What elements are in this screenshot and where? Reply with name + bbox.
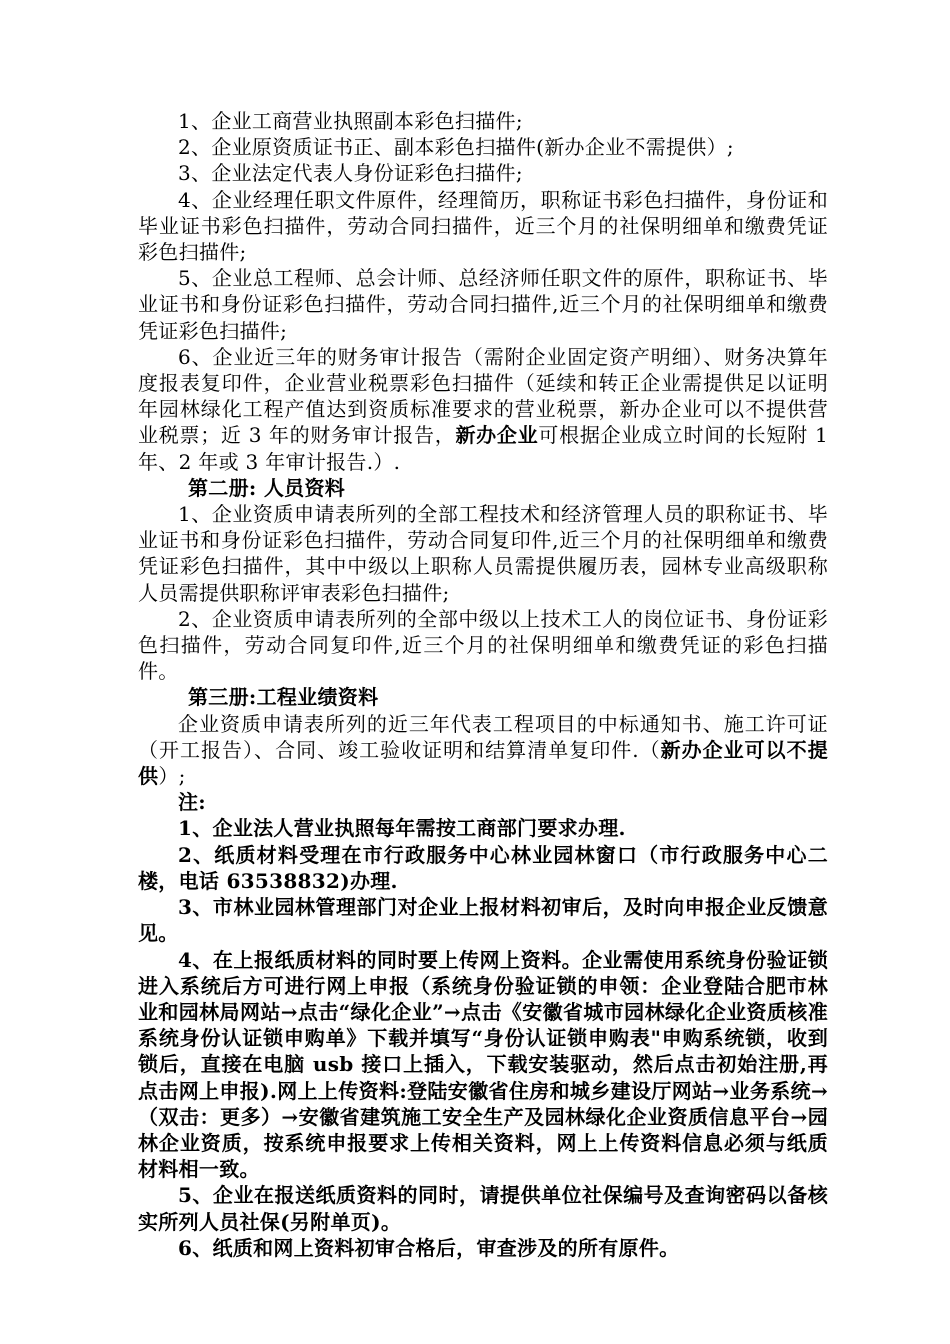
note-item: 6、纸质和网上资料初审合格后，审查涉及的所有原件。 [178, 1235, 680, 1260]
volume3-paragraph [138, 711, 828, 790]
list-item: 2、企业原资质证书正、副本彩色扫描件(新办企业不需提供）; [178, 135, 734, 160]
volume3-heading: 第三册:工程业绩资料 [188, 685, 379, 710]
volume3-text-bold: 新办企业可以不提供 [138, 737, 828, 789]
note-item: 5、企业在报送纸质资料的同时，请提供单位社保编号及查询密码以备核实所列人员社保(另附单页)。 [138, 1183, 828, 1234]
item6-text-bold: 新办企业 [455, 423, 539, 448]
note-item: 1、企业法人营业执照每年需按工商部门要求办理. [178, 816, 626, 841]
notes-section [138, 789, 828, 1261]
note-item: 2、纸质材料受理在市行政服务中心林业园林窗口（市行政服务中心二楼，电话 63538832)办理. [138, 842, 828, 893]
list-item: 1、企业工商营业执照副本彩色扫描件; [178, 109, 523, 133]
list-item: 2、企业资质申请表所列的全部中级以上技术工人的岗位证书、身份证彩色扫描件，劳动合同复印件,近三个月的社保明细单和缴费凭证的彩色扫描件。 [138, 606, 828, 684]
item6-text-b: 可根据企业成立时间的长短附 1 年、2 年或 3 年审计报告.）. [138, 423, 828, 474]
list-item: 4、企业经理任职文件原件，经理简历，职称证书彩色扫描件，身份证和毕业证书彩色扫描件，劳动合同扫描件，近三个月的社保明细单和缴费凭证彩色扫描件; [138, 187, 828, 265]
note-item: 4、在上报纸质材料的同时要上传网上资料。企业需使用系统身份验证锁进入系统后方可进行网上申报（系统身份验证锁的申领：企业登陆合肥市林业和园林局网站→点击“绿化企业”→点击《安徽省城市园林绿化企业资质核准系统身份认证锁申购单》下载并填写“身份认证锁申购表"申购系统锁，收到锁后，直接在电脑 usb 接口上插入，下载安装驱动，然后点击初始注册,再点击网上申报).网上上传资料:登陆安徽省住房和城乡建设厅网站→业务系统→（双击：更多）→安徽省建筑施工安全生产及园林绿化企业资质信息平台→园林企业资质，按系统申报要求上传相关资料，网上上传资料信息必须与纸质材料相一致。 [138, 947, 828, 1182]
list-item: 5、企业总工程师、总会计师、总经济师任职文件的原件，职称证书、毕业证书和身份证彩色扫描件，劳动合同扫描件,近三个月的社保明细单和缴费凭证彩色扫描件; [138, 266, 828, 343]
volume2-heading: 第二册: 人员资料 [188, 475, 346, 500]
item6-text-a: 6、企业近三年的财务审计报告（需附企业固定资产明细）、财务决算年度报表复印件，企业营业税票彩色扫描件（延续和转正企业需提供足以证明年园林绿化工程产值达到资质标准要求的营业税票，新办企业可以不提供营业税票；近 3 年的财务审计报告， [138, 344, 828, 448]
document-page [138, 108, 828, 1261]
list-item: 1、企业资质申请表所列的全部工程技术和经济管理人员的职称证书、毕业证书和身份证彩色扫描件，劳动合同复印件,近三个月的社保明细单和缴费凭证彩色扫描件，其中中级以上职称人员需提供履历表，园林专业高级职称人员需提供职称评审表彩色扫描件; [138, 502, 828, 605]
volume3-text-a: 企业资质申请表所列的近三年代表工程项目的中标通知书、施工许可证（开工报告）、合同、竣工验收证明和结算清单复印件.（ [138, 711, 828, 762]
list-item [138, 344, 828, 475]
note-item: 3、市林业园林管理部门对企业上报材料初审后，及时向申报企业反馈意见。 [138, 895, 828, 946]
list-item: 3、企业法定代表人身份证彩色扫描件; [178, 161, 523, 186]
volume3-text-b: ）; [158, 764, 186, 789]
volume2-section [138, 475, 828, 685]
notes-heading: 注: [178, 790, 206, 815]
volume1-section [138, 108, 828, 475]
volume3-section [138, 684, 828, 789]
